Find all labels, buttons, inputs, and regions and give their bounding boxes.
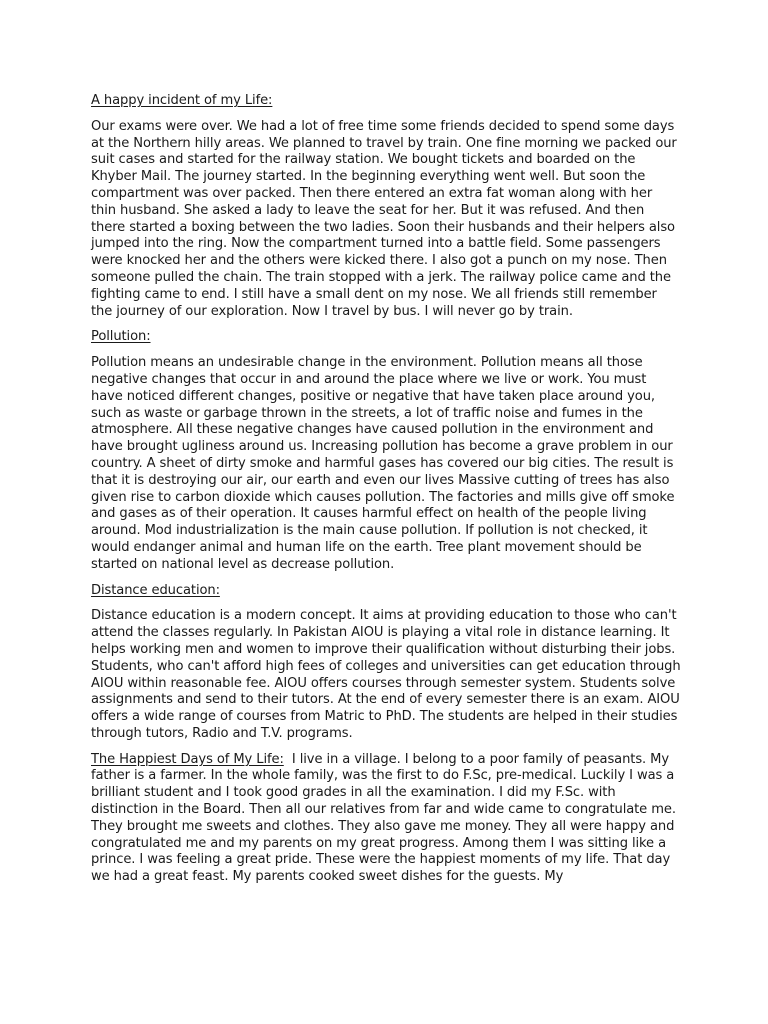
section-body-happy-incident: Our exams were over. We had a lot of free time some friends decided to spend some days at the Northern hilly areas. We planned to travel by train. One fine morning we packed our suit cases and started for the railway station. We bought tickets and boarded on the Khyber Mail. The journey started. In the beginning everything went well. But soon the compartment was over packed. Then there entered an extra fat woman along with her thin husband. She asked a lady to leave the seat for her. But it was refused. And then there started a boxing between the two ladies. Soon their husbands and their helpers also jumped into the ring. Now the compartment turned into a battle field. Some passengers were knocked her and the others were kicked there. I also got a punch on my nose. Then someone pulled the chain. The train stopped with a jerk. The railway police came and the fighting came to end. I still have a small dent on my nose. We all friends still remember the journey of our exploration. Now I travel by bus. I will never go by train. bbox=[91, 118, 677, 319]
section-heading-happiest-days: The Happiest Days of My Life: bbox=[91, 751, 284, 767]
section-body-distance-education: Distance education is a modern concept. It aims at providing education to those who can't attend the classes regularly. In Pakistan AIOU is playing a vital role in distance learning. It helps working men and women to improve their qualification without disturbing their jobs. Students, who can't afford high fees of colleges and universities can get education through AIOU within reasonable fee. AIOU offers courses through semester system. Students solve assignments and send to their tutors. At the end of every semester there is an exam. AIOU offers a wide range of courses from Matric to PhD. The students are helped in their studies through tutors, Radio and T.V. programs. bbox=[91, 608, 681, 741]
section-heading-pollution: Pollution: bbox=[91, 329, 151, 345]
document-page bbox=[91, 93, 681, 895]
section-happiest-days bbox=[91, 752, 681, 886]
section-body-pollution: Pollution means an undesirable change in the environment. Pollution means all those negative changes that occur in and around the place where we live or work. You must have noticed different changes, positive or negative that have taken place around you, such as waste or garbage thrown in the streets, a lot of traffic noise and fumes in the atmosphere. All these negative changes have caused pollution in the environment and have brought ugliness around us. Increasing pollution has become a grave problem in our country. A sheet of dirty smoke and harmful gases has covered our big cities. The result is that it is destroying our air, our earth and even our lives Massive cutting of trees has also given rise to carbon dioxide which causes pollution. The factories and mills give off smoke and gases as of their operation. It causes harmful effect on health of the people living around. Mod industrialization is the main cause pollution. If pollution is not checked, it would endanger animal and human life on the earth. Tree plant movement should be started on national level as decrease pollution. bbox=[91, 355, 675, 572]
section-heading-distance-education: Distance education: bbox=[91, 582, 220, 598]
section-body-happiest-days: I live in a village. I belong to a poor family of peasants. My father is a farmer. In the whole family, was the first to do F.Sc, pre-medical. Luckily I was a brilliant student and I took good grades in all the examination. I did my F.Sc. with distinction in the Board. Then all our relatives from far and wide came to congratulate me. They brought me sweets and clothes. They also gave me money. They all were happy and congratulated me and my parents on my great progress. Among them I was sitting like a prince. I was feeling a great pride. These were the happiest moments of my life. That day we had a great feast. My parents cooked sweet dishes for the guests. My bbox=[91, 751, 676, 885]
section-heading-happy-incident: A happy incident of my Life: bbox=[91, 93, 273, 108]
